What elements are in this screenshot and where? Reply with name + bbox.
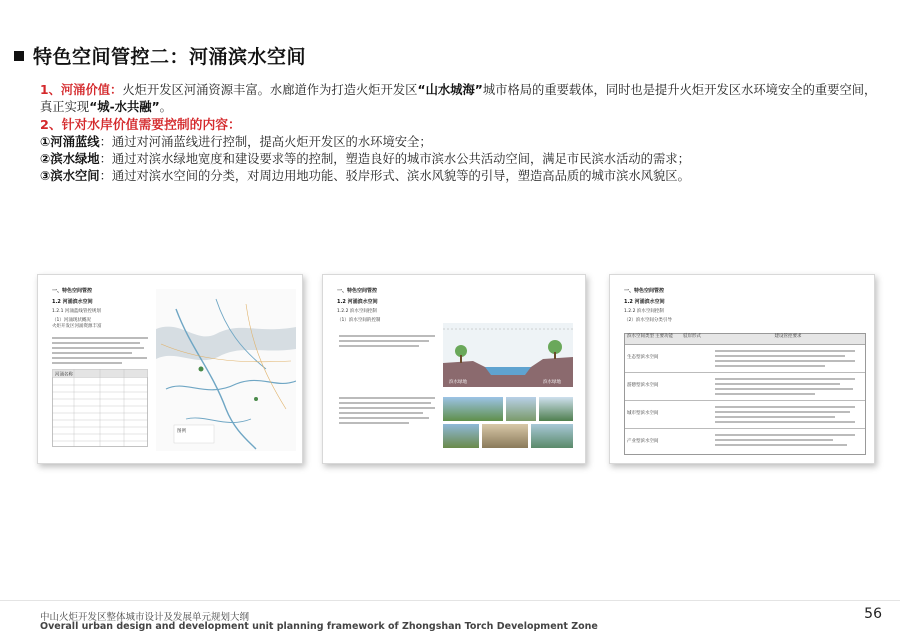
thumb-1-map-legend: 图例: [177, 429, 186, 434]
thumb-1-text-line: [52, 347, 144, 349]
item-2-label: ②滨水绿地: [40, 152, 100, 166]
item-3: [40, 168, 880, 185]
thumb-2-h1: 一、特色空间管控: [337, 288, 378, 294]
thumb-3-col-4: 建设管控要求: [774, 334, 802, 339]
thumb-3-table-row: [625, 429, 865, 456]
thumb-1-text-line: [52, 357, 147, 359]
body-content: [40, 82, 880, 185]
thumb-1-h1: 一、特色空间管控: [52, 288, 93, 294]
thumb-2-photo: [506, 397, 536, 421]
footer-divider: [0, 600, 900, 601]
thumb-2-text-line: [339, 402, 431, 404]
thumb-2-photo: [443, 397, 503, 421]
thumb-2-caption-right: 滨水绿地: [543, 380, 561, 385]
thumb-1-p1: （1）河涌现状概况: [52, 318, 91, 323]
thumb-2-photo: [443, 424, 479, 448]
thumbnail-waterfront-control: [322, 274, 586, 464]
thumb-3-col-1: 滨水空间类型: [627, 334, 654, 339]
thumb-3-p1: （2）滨水空间分类引导: [624, 318, 672, 323]
thumb-3-row-label: 游憩型滨水空间: [627, 383, 659, 388]
thumb-2-section-diagram: [443, 323, 573, 387]
footer-english-title: Overall urban design and development unit planning framework of Zhongshan Torch Development Zone: [40, 621, 598, 632]
thumb-3-table-row: [625, 401, 865, 429]
item-1-label: ①河涌蓝线: [40, 135, 100, 149]
thumb-2-text-line: [339, 407, 435, 409]
thumb-3-row-label: 生态型滨水空间: [627, 355, 659, 360]
page-number: 56: [864, 606, 882, 622]
thumb-1-text-line: [52, 352, 132, 354]
thumb-1-p2: 火炬开发区河涌资源丰富: [52, 324, 102, 329]
page-header: [14, 42, 306, 69]
thumb-1-text-line: [52, 342, 140, 344]
item-3-text: ：通过对滨水空间的分类，对周边用地功能、驳岸形式、滨水风貌等的引导，塑造高品质的城市滨水风貌区。: [99, 169, 690, 183]
thumb-3-table: [624, 333, 866, 455]
footer-chinese-title: 中山火炬开发区整体城市设计及发展单元规划大纲: [40, 612, 250, 623]
thumb-2-photo: [482, 424, 528, 448]
thumb-2-text-line: [339, 340, 429, 342]
thumb-2-h2: 1.2 河涌滨水空间: [337, 299, 378, 305]
thumb-2-text-line: [339, 335, 435, 337]
thumb-3-row-label: 城市型滨水空间: [627, 411, 659, 416]
page-title: 特色空间管控二：河涌滨水空间: [33, 46, 307, 68]
thumb-1-text-line: [52, 362, 122, 364]
paragraph-1-line-2: [40, 99, 880, 116]
item-3-label: ③滨水空间: [40, 169, 100, 183]
item-1: [40, 134, 880, 151]
item-2-text: ：通过对滨水绿地宽度和建设要求等的控制，塑造良好的城市滨水公共活动空间，满足市民滨水活动的需求；: [99, 152, 690, 166]
paragraph-1-label: 1、河涌价值：: [40, 83, 123, 97]
thumb-1-text-line: [52, 337, 148, 339]
thumb-1-h2: 1.2 河涌滨水空间: [52, 299, 93, 305]
thumb-2-photo: [539, 397, 573, 421]
thumb-3-row-label: 产业型滨水空间: [627, 439, 659, 444]
thumb-3-h1: 一、特色空间管控: [624, 288, 665, 294]
thumb-2-text-line: [339, 422, 409, 424]
thumb-1-table: [52, 369, 148, 447]
thumb-2-text-line: [339, 345, 419, 347]
thumb-3-col-2: 主要功能: [655, 334, 673, 339]
highlight-chengshui: “城-水共融”: [89, 100, 160, 114]
item-2: [40, 151, 880, 168]
thumb-3-h3: 1.2.2 滨水空间控制: [624, 309, 664, 314]
thumb-1-river-map: [156, 289, 296, 451]
item-1-text: ：通过对河涌蓝线进行控制，提高火炬开发区的水环境安全；: [99, 135, 432, 149]
thumb-2-caption-left: 滨水绿地: [449, 380, 467, 385]
thumb-3-h2: 1.2 河涌滨水空间: [624, 299, 665, 305]
thumb-2-h3: 1.2.2 滨水空间控制: [337, 309, 377, 314]
thumb-1-h3: 1.2.1 河涌蓝线管控规划: [52, 309, 101, 314]
thumb-2-text-line: [339, 397, 435, 399]
thumb-1-table-head: 河涌名称: [55, 372, 73, 378]
thumbnail-blue-line-plan: [37, 274, 303, 464]
paragraph-1-text-c: 真正实现: [40, 100, 90, 114]
paragraph-1-text-a: 火炬开发区河涌资源丰富。水廊道作为打造火炬开发区: [122, 83, 418, 97]
title-bullet-icon: [14, 51, 24, 61]
thumb-2-p1: （1）滨水空间的控制: [337, 318, 381, 323]
thumb-3-col-3: 驳岸形式: [683, 334, 701, 339]
thumb-2-photo: [531, 424, 573, 448]
thumb-2-text-line: [339, 412, 423, 414]
paragraph-1-text-b: 城市格局的重要载体，同时也是提升火炬开发区水环境安全的重要空间，: [482, 83, 877, 97]
thumb-2-text-line: [339, 417, 429, 419]
paragraph-1-line-1: [40, 82, 880, 99]
highlight-shanshui: “山水城海”: [417, 83, 483, 97]
paragraph-1-text-d: 。: [159, 100, 172, 114]
thumbnail-waterfront-classification: [609, 274, 875, 464]
thumb-3-table-row: [625, 373, 865, 401]
thumb-3-table-row: [625, 345, 865, 373]
thumb-3-table-header: [625, 334, 865, 345]
paragraph-2-heading: 2、针对水岸价值需要控制的内容：: [40, 118, 241, 133]
